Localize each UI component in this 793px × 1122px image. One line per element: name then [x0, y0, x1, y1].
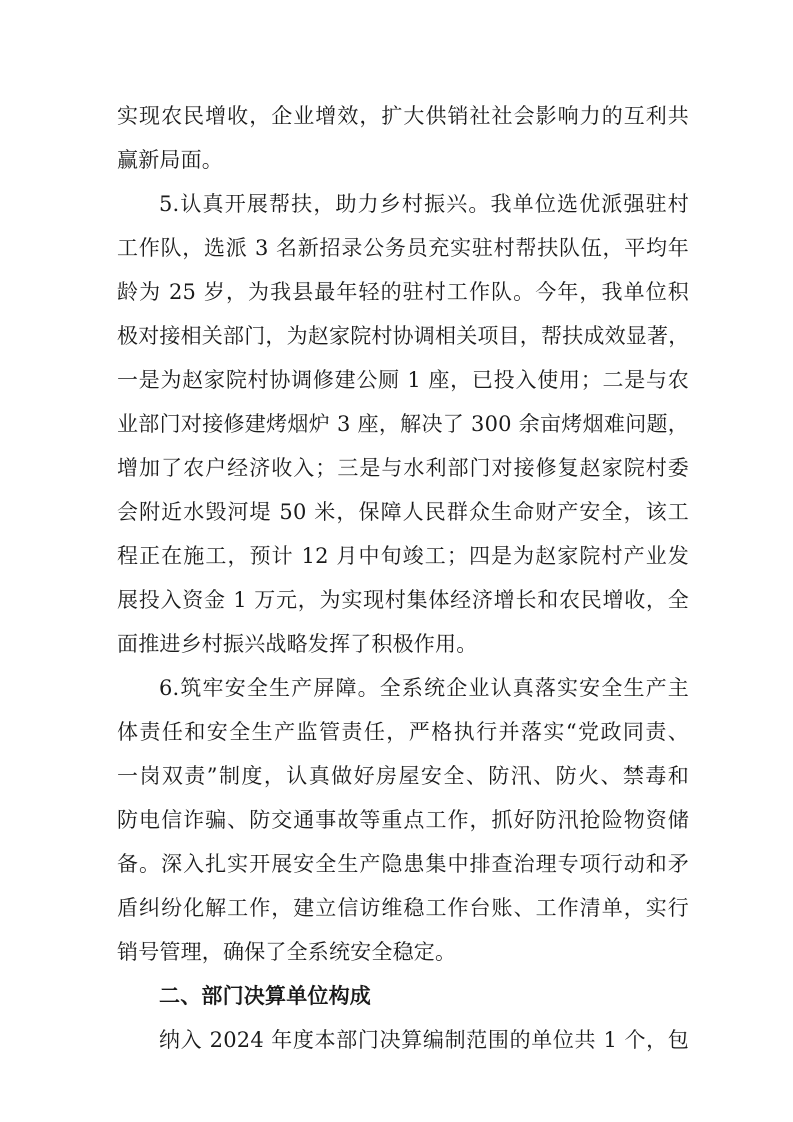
paragraph-line: 会附近水毁河堤 50 米，保障人民群众生命财产安全，该工 [117, 500, 689, 524]
paragraph-line: 防电信诈骗、防交通事故等重点工作，抓好防汛抢险物资储 [117, 808, 689, 832]
paragraph-line: 龄为 25 岁，为我县最年轻的驻村工作队。今年，我单位积 [117, 280, 689, 304]
paragraph-line: 一是为赵家院村协调修建公厕 1 座，已投入使用；二是与农 [117, 368, 689, 392]
paragraph-line: 极对接相关部门，为赵家院村协调相关项目，帮扶成效显著， [117, 324, 690, 348]
document-body [117, 94, 689, 1062]
paragraph-line: 销号管理，确保了全系统安全稳定。 [117, 940, 457, 964]
paragraph-line: 一岗双责”制度，认真做好房屋安全、防汛、防火、禁毒和 [117, 764, 689, 788]
paragraph-line: 面推进乡村振兴战略发挥了积极作用。 [117, 632, 478, 656]
paragraph-line: 工作队，选派 3 名新招录公务员充实驻村帮扶队伍，平均年 [117, 236, 689, 260]
paragraph-line: 增加了农户经济收入；三是与水利部门对接修复赵家院村委 [117, 456, 689, 480]
paragraph-line: 赢新局面。 [117, 148, 223, 172]
paragraph-line: 纳入 2024 年度本部门决算编制范围的单位共 1 个，包 [159, 1028, 689, 1052]
paragraph-line: 盾纠纷化解工作，建立信访维稳工作台账、工作清单，实行 [117, 896, 689, 920]
paragraph-line: 实现农民增收，企业增效，扩大供销社社会影响力的互利共 [117, 104, 689, 128]
paragraph-line: 备。深入扎实开展安全生产隐患集中排查治理专项行动和矛 [117, 852, 689, 876]
section-6-first-line: 6.筑牢安全生产屏障。全系统企业认真落实安全生产主 [159, 676, 689, 700]
paragraph-line: 体责任和安全生产监管责任，严格执行并落实“党政同责、 [117, 720, 689, 744]
paragraph-line: 程正在施工，预计 12 月中旬竣工；四是为赵家院村产业发 [117, 544, 689, 568]
section-heading: 二、部门决算单位构成 [159, 984, 371, 1008]
section-5-first-line: 5.认真开展帮扶，助力乡村振兴。我单位选优派强驻村 [159, 192, 689, 216]
paragraph-line: 业部门对接修建烤烟炉 3 座，解决了 300 余亩烤烟难问题， [117, 412, 689, 436]
paragraph-line: 展投入资金 1 万元，为实现村集体经济增长和农民增收，全 [117, 588, 689, 612]
